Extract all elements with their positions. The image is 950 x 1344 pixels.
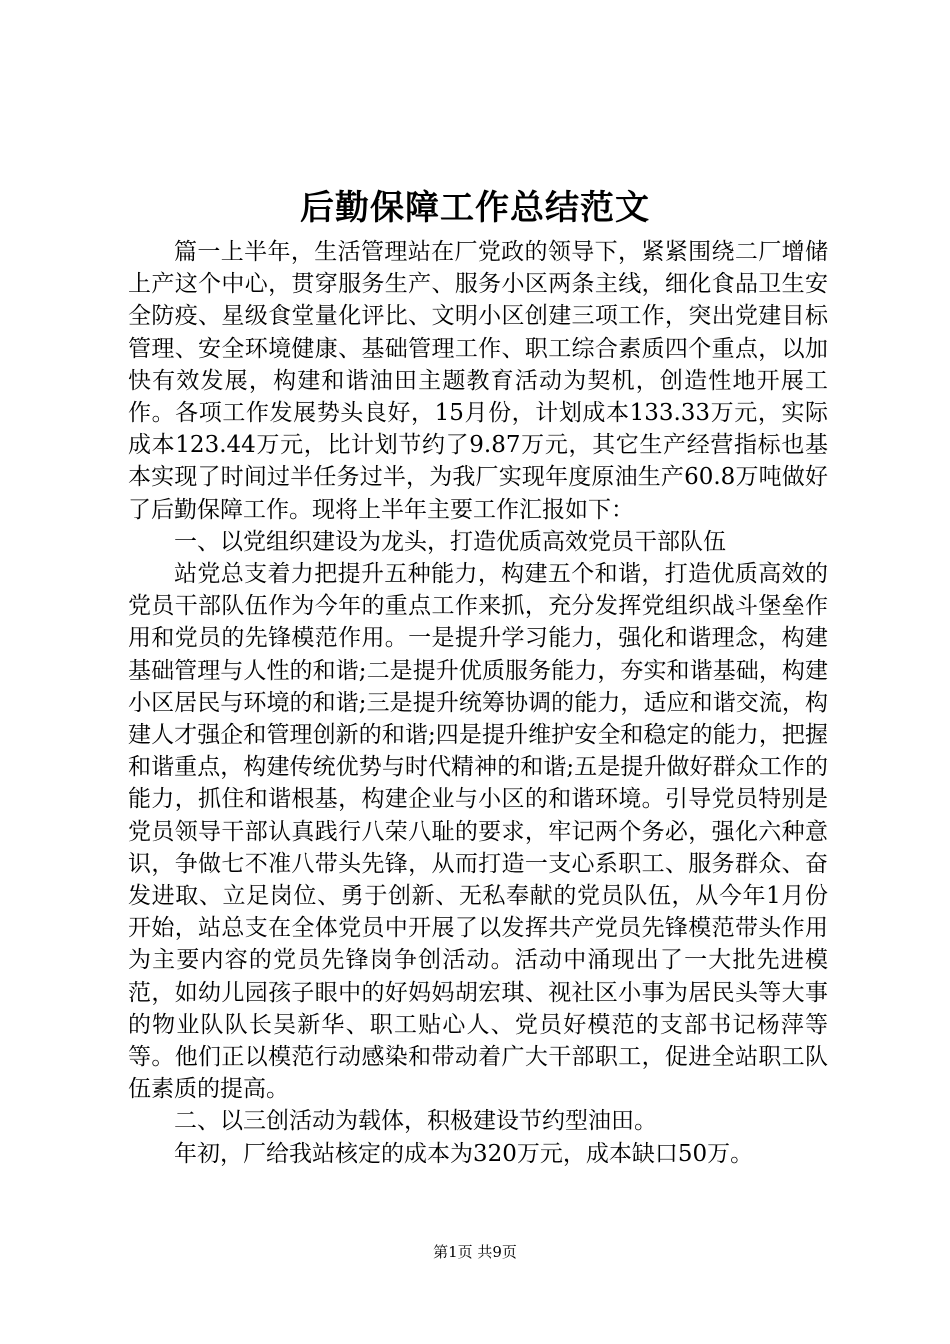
section-heading-2: 二、以三创活动为载体，积极建设节约型油田。 [174, 1108, 657, 1135]
paragraph-section-2: 年初，厂给我站核定的成本为320万元，成本缺口50万。 [174, 1140, 754, 1167]
document-body [128, 236, 828, 1170]
paragraph-section-1: 站党总支着力把提升五种能力，构建五个和谐，打造优质高效的党员干部队伍作为今年的重点工作来抓，充分发挥党组织战斗堡垒作用和党员的先锋模范作用。一是提升学习能力，强化和谐理念，构建基础管理与人性的和谐;二是提升优质服务能力，夯实和谐基础，构建小区居民与环境的和谐;三是提升统筹协调的能力，适应和谐交流，构建人才强企和管理创新的和谐;四是提升维护安全和稳定的能力，把握和谐重点，构建传统优势与时代精神的和谐;五是提升做好群众工作的能力，抓住和谐根基，构建企业与小区的和谐环境。引导党员特别是党员领导干部认真践行八荣八耻的要求，牢记两个务必，强化六种意识，争做七不准八带头先锋，从而打造一支心系职工、服务群众、奋发进取、立足岗位、勇于创新、无私奉献的党员队伍，从今年1月份开始，站总支在全体党员中开展了以发挥共产党员先锋模范带头作用为主要内容的党员先锋岗争创活动。活动中涌现出了一大批先进模范，如幼儿园孩子眼中的好妈妈胡宏琪、视社区小事为居民头等大事的物业队队长吴新华、职工贴心人、党员好模范的支部书记杨萍等等。他们正以模范行动感染和带动着广大干部职工，促进全站职工队伍素质的提高。 [128, 561, 828, 1103]
document-title: 后勤保障工作总结范文 [300, 188, 650, 228]
section-heading-1: 一、以党组织建设为龙头，打造优质高效党员干部队伍 [174, 528, 726, 555]
paragraph-intro: 篇一上半年，生活管理站在厂党政的领导下，紧紧围绕二厂增储上产这个中心，贯穿服务生产、服务小区两条主线，细化食品卫生安全防疫、星级食堂量化评比、文明小区创建三项工作，突出党建目标管理、安全环境健康、基础管理工作、职工综合素质四个重点，以加快有效发展，构建和谐油田主题教育活动为契机，创造性地开展工作。各项工作发展势头良好，15月份，计划成本133.33万元，实际成本123.44万元，比计划节约了9.87万元，其它生产经营指标也基本实现了时间过半任务过半，为我厂实现年度原油生产60.8万吨做好了后勤保障工作。现将上半年主要工作汇报如下： [128, 239, 828, 523]
page-footer: 第1页 共9页 [433, 1243, 517, 1261]
